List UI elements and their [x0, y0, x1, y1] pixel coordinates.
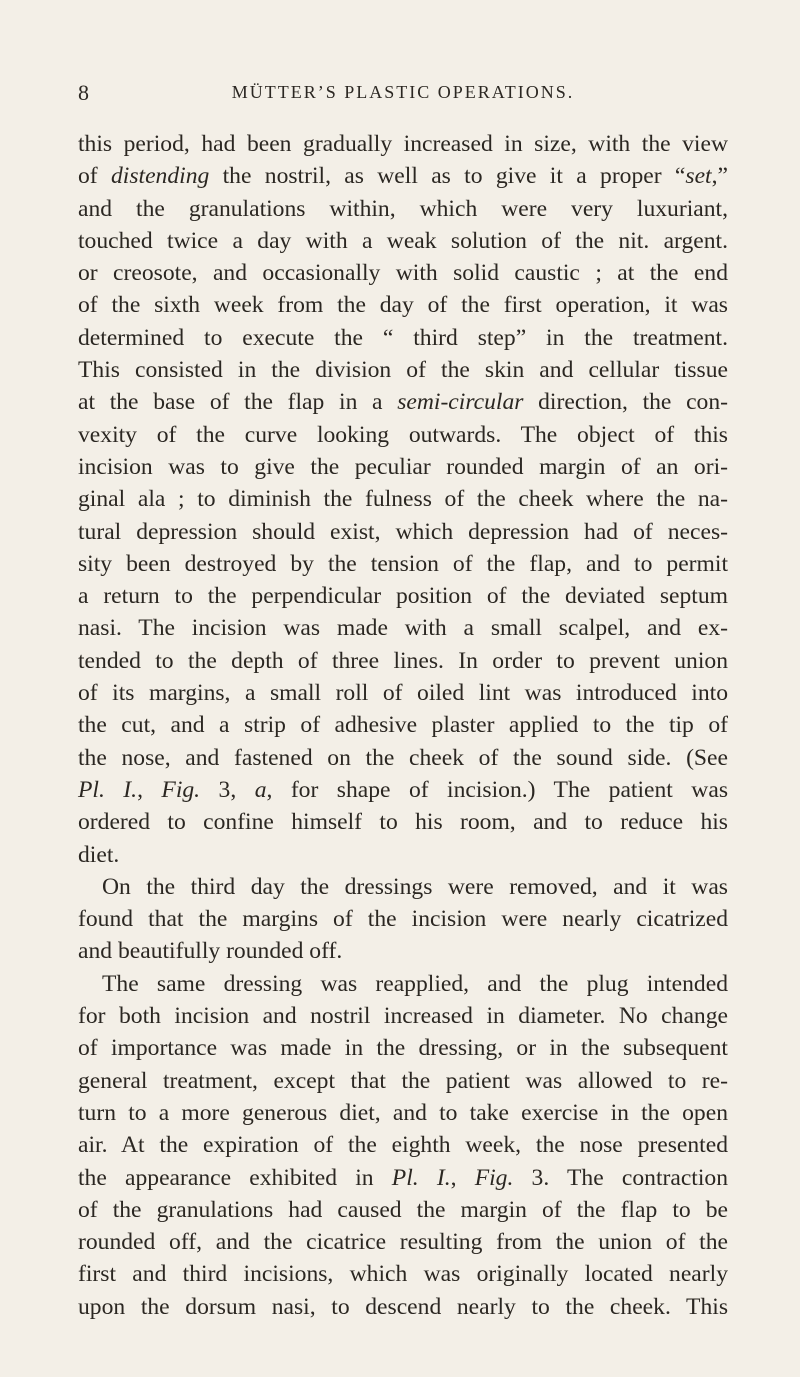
text-run: , — [137, 776, 162, 803]
italic-text: Fig. — [161, 776, 201, 803]
text-line — [78, 903, 728, 935]
text-run: of — [78, 163, 111, 190]
text-line — [78, 935, 728, 967]
text-line — [78, 322, 728, 354]
text-run: ordered to confine himself to his room, and to reduce his — [78, 809, 728, 836]
page-number: 8 — [78, 80, 89, 105]
text-run: a return to the perpendicular position of the deviated septum — [78, 583, 728, 610]
text-line — [78, 289, 728, 321]
text-run: of importance was made in the dressing, or in the subsequent — [78, 1035, 728, 1062]
text-line — [78, 128, 728, 160]
text-run: and the granulations within, which were very luxuriant, — [78, 195, 728, 222]
text-line — [78, 968, 728, 1000]
italic-text: semi-circular — [397, 389, 524, 416]
text-line — [78, 225, 728, 257]
text-run: On the third day the dressings were removed, and it was — [102, 873, 728, 900]
text-run: found that the margins of the incision were nearly cicatrized — [78, 906, 728, 933]
text-line — [78, 1065, 728, 1097]
text-line — [78, 548, 728, 580]
italic-text: Pl. I. — [78, 776, 138, 803]
text-run: rounded off, and the cicatrice resulting from the union of the — [78, 1229, 728, 1256]
text-line — [78, 516, 728, 548]
text-line — [78, 1291, 728, 1323]
italic-text: a — [254, 776, 267, 803]
text-run: this period, had been gradually increased in size, with the view — [78, 131, 728, 157]
text-line — [78, 1000, 728, 1032]
running-head: MÜTTER’S PLASTIC OPERATIONS. — [231, 82, 575, 102]
text-run: nasi. The incision was made with a small scalpel, and ex- — [78, 615, 728, 642]
text-line — [78, 612, 728, 644]
text-line — [78, 1032, 728, 1064]
text-run: of the granulations had caused the margin of the flap to be — [78, 1196, 728, 1223]
text-line — [78, 677, 728, 709]
text-run: and beautifully rounded off. — [78, 938, 343, 965]
text-run: ,” — [711, 163, 728, 190]
text-run: the nostril, as well as to give it a proper “ — [209, 163, 686, 190]
text-run: direction, the con- — [523, 389, 728, 416]
text-line — [78, 160, 728, 192]
text-line — [78, 774, 728, 806]
text-line — [78, 1097, 728, 1129]
italic-text: set — [685, 163, 712, 190]
italic-text: distending — [110, 163, 210, 190]
text-line — [78, 386, 728, 418]
text-run: vexity of the curve looking outwards. The object of this — [78, 421, 728, 448]
text-run: , for shape of incision.) The patient was — [266, 776, 728, 803]
page-header — [78, 80, 728, 110]
text-run: or creosote, and occasionally with solid caustic ; at the end — [78, 260, 728, 287]
text-line — [78, 1194, 728, 1226]
text-line — [78, 742, 728, 774]
text-line — [78, 871, 728, 903]
text-run: of its margins, a small roll of oiled lint was introduced into — [78, 680, 728, 707]
text-line — [78, 580, 728, 612]
text-run: upon the dorsum nasi, to descend nearly to the cheek. This — [78, 1293, 728, 1320]
text-line — [78, 1258, 728, 1290]
text-run: turn to a more generous diet, and to take exercise in the open — [78, 1099, 728, 1126]
text-line — [78, 483, 728, 515]
text-run: The same dressing was reapplied, and the plug intended — [102, 970, 728, 997]
text-run: 3, — [200, 776, 255, 803]
text-line — [78, 1162, 728, 1194]
text-line — [78, 354, 728, 386]
text-run: air. At the expiration of the eighth week, the nose presented — [78, 1132, 728, 1159]
text-run: general treatment, except that the patient was allowed to re- — [78, 1067, 728, 1094]
text-run: diet. — [78, 841, 120, 868]
text-line — [78, 193, 728, 225]
text-run: the cut, and a strip of adhesive plaster applied to the tip of — [78, 712, 728, 739]
text-run: determined to execute the “ third step” in the treatment. — [78, 324, 728, 351]
text-run: ginal ala ; to diminish the fulness of the cheek where the na- — [78, 486, 728, 513]
text-run: for both incision and nostril increased in diameter. No change — [78, 1003, 728, 1030]
body-text — [78, 128, 728, 1323]
text-run: touched twice a day with a weak solution of the nit. argent. — [78, 227, 728, 254]
text-line — [78, 1129, 728, 1161]
italic-text: Fig. — [474, 1164, 514, 1191]
text-run: the appearance exhibited in — [78, 1164, 392, 1191]
text-line — [78, 839, 728, 871]
text-run: the nose, and fastened on the cheek of the sound side. (See — [78, 744, 728, 771]
text-line — [78, 709, 728, 741]
text-run: 3. The contraction — [513, 1164, 729, 1191]
text-run: This consisted in the division of the skin and cellular tissue — [78, 357, 728, 384]
text-run: of the sixth week from the day of the first operation, it was — [78, 292, 728, 319]
text-line — [78, 1226, 728, 1258]
text-line — [78, 419, 728, 451]
text-line — [78, 451, 728, 483]
text-run: at the base of the flap in a — [78, 389, 398, 416]
text-run: incision was to give the peculiar rounded margin of an ori- — [78, 453, 728, 480]
text-run: tended to the depth of three lines. In order to prevent union — [78, 647, 728, 674]
text-run: tural depression should exist, which depression had of neces- — [78, 518, 728, 545]
text-run: sity been destroyed by the tension of the flap, and to permit — [78, 550, 728, 577]
italic-text: Pl. I. — [391, 1164, 451, 1191]
text-run: , — [450, 1164, 475, 1191]
text-line — [78, 806, 728, 838]
text-line — [78, 645, 728, 677]
text-run: first and third incisions, which was originally located nearly — [78, 1261, 728, 1288]
text-line — [78, 257, 728, 289]
